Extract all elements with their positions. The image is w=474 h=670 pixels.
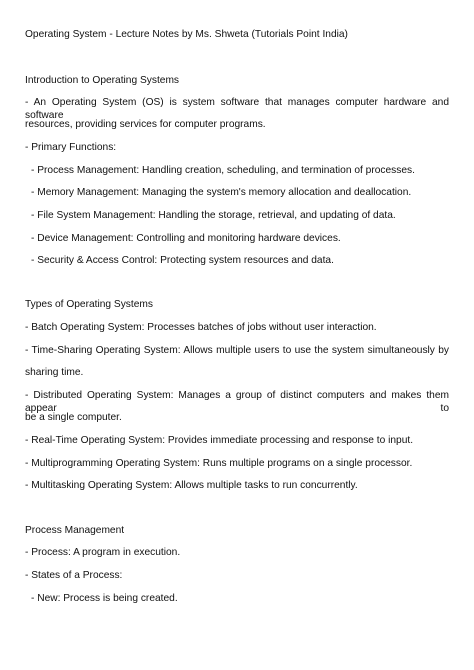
type-batch: - Batch Operating System: Processes batches of jobs without user interaction.: [25, 322, 377, 333]
os-definition-line-1: - An Operating System (OS) is system software that manages computer hardware and software: [25, 97, 449, 121]
type-timesharing-line-1: - Time-Sharing Operating System: Allows multiple users to use the system simultaneously by: [25, 345, 449, 356]
document-header: Operating System - Lecture Notes by Ms. Shweta (Tutorials Point India): [25, 29, 348, 40]
section-heading-process: Process Management: [25, 525, 125, 536]
type-distributed-line-2: be a single computer.: [25, 412, 122, 423]
function-item-security: - Security & Access Control: Protecting system resources and data.: [31, 255, 334, 266]
section-heading-types: Types of Operating Systems: [25, 299, 153, 310]
type-distributed-line-1: - Distributed Operating System: Manages a group of distinct computers and makes them appear to: [25, 390, 449, 414]
function-item-memory: - Memory Management: Managing the system's memory allocation and deallocation.: [31, 187, 412, 198]
process-state-new: - New: Process is being created.: [31, 593, 178, 604]
type-timesharing-line-2: sharing time.: [25, 367, 84, 378]
os-definition-line-2: resources, providing services for computer programs.: [25, 119, 266, 130]
type-realtime: - Real-Time Operating System: Provides immediate processing and response to input.: [25, 435, 414, 446]
function-item-device: - Device Management: Controlling and monitoring hardware devices.: [31, 233, 341, 244]
process-states-label: - States of a Process:: [25, 570, 123, 581]
process-definition: - Process: A program in execution.: [25, 547, 181, 558]
function-item-file-system: - File System Management: Handling the storage, retrieval, and updating of data.: [31, 210, 396, 221]
primary-functions-label: - Primary Functions:: [25, 142, 117, 153]
function-item-process: - Process Management: Handling creation, scheduling, and termination of processes.: [31, 165, 415, 176]
type-multitasking: - Multitasking Operating System: Allows multiple tasks to run concurrently.: [25, 480, 358, 491]
type-multiprogramming: - Multiprogramming Operating System: Runs multiple programs on a single processor.: [25, 458, 413, 469]
section-heading-intro: Introduction to Operating Systems: [25, 75, 180, 86]
